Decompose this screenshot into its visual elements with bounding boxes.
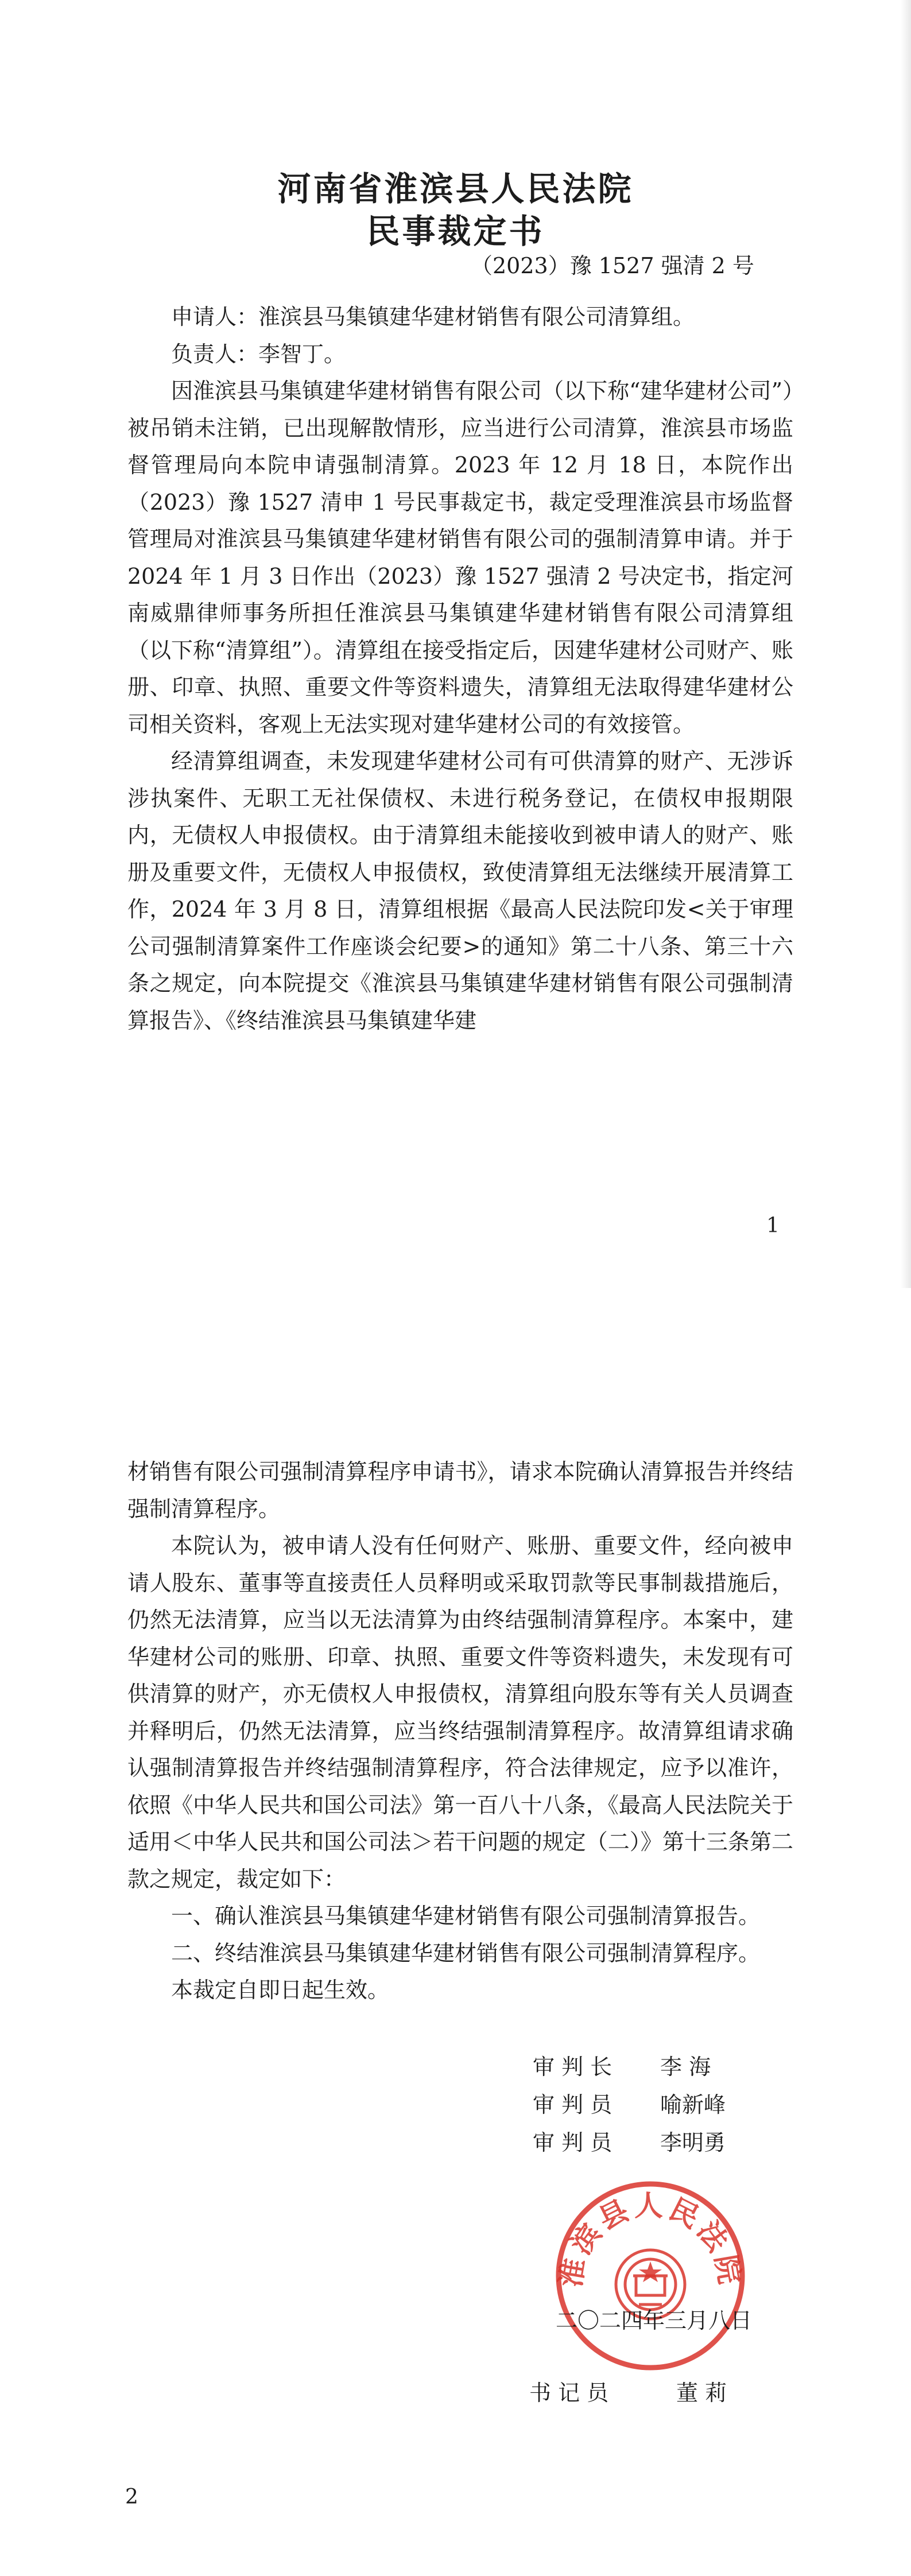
background-paragraph: 因淮滨县马集镇建华建材销售有限公司（以下称“建华建材公司”）被吊销未注销，已出现解散情形，应当进行公司清算，淮滨县市场监督管理局向本院申请强制清算。2023 年 12 月 18 日，本院作出（2023）豫 1527 清申 1 号民事裁定书，裁定受理淮滨县市场监督管理局对淮滨县马集镇建华建材销售有限公司的强制清算申请。并于 2024 年 1 月 3 日作出（2023）豫 1527 强清 2 号决定书，指定河南威鼎律师事务所担任淮滨县马集镇建华建材销售有限公司清算组（以下称“清算组”）。清算组在接受指定后，因建华建材公司财产、账册、印章、执照、重要文件等资料遗失，清算组无法取得建华建材公司相关资料，客观上无法实现对建华建材公司的有效接管。 [127,378,793,737]
ruling-date: 二〇二四年三月八日 [556,2308,753,2333]
case-number: （2023）豫 1527 强清 2 号 [471,253,754,278]
page2-body [127,1453,793,2009]
ruling-item-2: 二、终结淮滨县马集镇建华建材销售有限公司强制清算程序。 [171,1940,761,1966]
judge-1-role: 审 判 员 [533,2092,612,2117]
chief-judge-role: 审 判 长 [533,2054,612,2080]
ruling-item-1: 一、确认淮滨县马集镇建华建材销售有限公司强制清算报告。 [171,1903,761,1929]
page-number: 1 [766,1214,780,1237]
chief-judge-name: 李 海 [660,2054,711,2080]
investigation-paragraph: 经清算组调查，未发现建华建材公司有可供清算的财产、无涉诉涉执案件、无职工无社保债权、未进行税务登记，在债权申报期限内，无债权人申报债权。由于清算组未能接收到被申请人的财产、账册及重要文件，无债权人申报债权，致使清算组无法继续开展清算工作，2024 年 3 月 8 日，清算组根据《最高人民法院印发<关于审理公司强制清算案件工作座谈会纪要>的通知》第二十八条、第三十六条之规定，向本院提交《淮滨县马集镇建华建材销售有限公司强制清算报告》、《终结淮滨县马集镇建华建 [127,748,793,1033]
court-opinion-paragraph: 本院认为，被申请人没有任何财产、账册、重要文件，经向被申请人股东、董事等直接责任人员释明或采取罚款等民事制裁措施后，仍然无法清算，应当以无法清算为由终结强制清算程序。本案中，建华建材公司的账册、印章、执照、重要文件等资料遗失，未发现有可供清算的财产，亦无债权人申报债权，清算组向股东等有关人员调查并释明后，仍然无法清算，应当终结强制清算程序。故清算组请求确认强制清算报告并终结强制清算程序，符合法律规定，应予以准许，依照《中华人民共和国公司法》第一百八十八条，《最高人民法院关于适用＜中华人民共和国公司法＞若干问题的规定（二）》第十三条第二款之规定，裁定如下： [127,1533,793,1892]
effective-clause: 本裁定自即日起生效。 [171,1977,390,2003]
continued-text: 材销售有限公司强制清算程序申请书》，请求本院确认清算报告并终结强制清算程序。 [127,1459,793,1522]
applicant-line: 申请人：淮滨县马集镇建华建材销售有限公司清算组。 [171,304,695,329]
judge-2-name: 李明勇 [660,2130,726,2155]
document-type: 民事裁定书 [366,212,545,251]
court-seal-stamp [550,2175,751,2376]
page1-body [127,298,793,1039]
seal-star-icon [639,2261,662,2282]
clerk-role: 书 记 员 [529,2380,609,2406]
page-number: 2 [125,2485,138,2509]
judge-2-role: 审 判 员 [533,2130,612,2155]
clerk-name: 董 莉 [676,2380,727,2406]
court-name: 河南省淮滨县人民法院 [277,169,634,208]
responsible-person-line: 负责人：李智丁。 [171,341,346,367]
judge-1-name: 喻新峰 [660,2092,726,2117]
seal-lettering: 淮滨县人民法院 [553,2189,748,2290]
